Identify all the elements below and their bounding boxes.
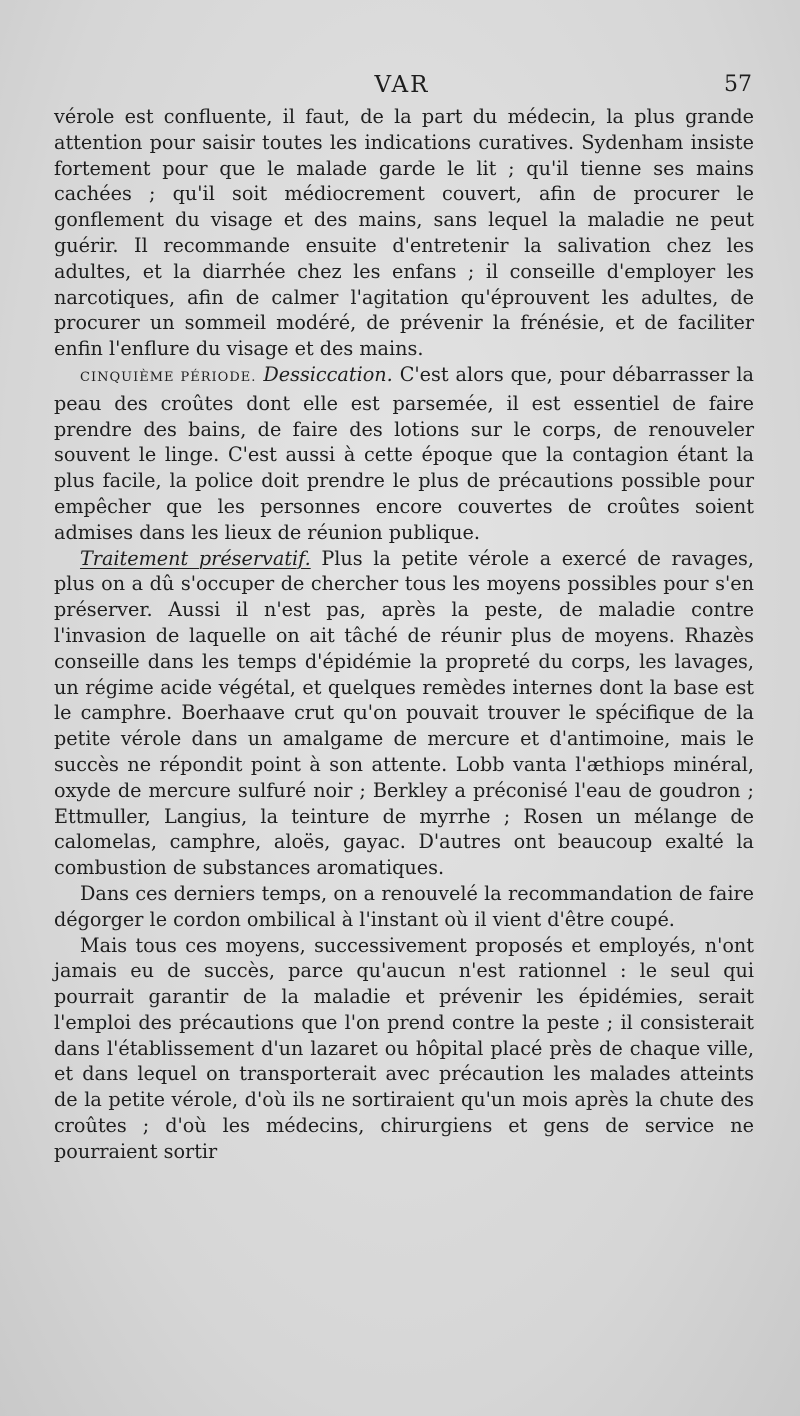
paragraph-text: vérole est confluente, il faut, de la part du médecin, la plus grande attention pour saisir toutes les indications curatives. Sydenham insiste fortement pour que le malade garde le lit ; qu'il tienne ses mains cachées ; qu'il soit médiocrement couvert, afin de procurer le gonflement du visage et des mains, sans lequel la maladie ne peut guérir. Il recommande ensuite d'entretenir la salivation chez les adultes, et la diarrhée chez les enfans ; il conseille d'employer les narcotiques, afin de calmer l'agitation qu'éprouvent les adultes, de procurer un sommeil modéré, de prévenir la frénésie, et de faciliter enfin l'enflure du visage et des mains.	[54, 105, 754, 361]
paragraph-text: Dans ces derniers temps, on a renouvelé la recommandation de faire dégorger le cordon ombilical à l'instant où il vient d'être coupé.	[54, 881, 754, 931]
paragraph-text: Plus la petite vérole a exercé de ravages, plus on a dû s'occuper de chercher tous les moyens possibles pour s'en préserver. Aussi il n'est pas, après la peste, de maladie contre l'invasion de laquelle on ait tâché de réunir plus de moyens. Rhazès conseille dans les temps d'épidémie la propreté du corps, les lavages, un régime acide végétal, et quelques remèdes internes dont la base est le camphre. Boerhaave crut qu'on pouvait trouver le spécifique de la petite vérole dans un amalgame de mercure et d'antimoine, mais le succès ne répondit point à son attente. Lobb vanta l'æthiops minéral, oxyde de mercure sulfuré noir ; Berkley a préconisé l'eau de goudron ; Ettmuller, Langius, la teinture de myrrhe ; Rosen un mélange de calomelas, camphre, aloës, gayac. D'autres ont beaucoup exalté la combustion de substances aromatiques.	[54, 546, 755, 880]
paragraph-preservative-treatment	[54, 546, 754, 881]
section-term: Dessiccation.	[263, 362, 393, 386]
paragraph-text: Mais tous ces moyens, successivement proposés et employés, n'ont jamais eu de succès, parce qu'aucun n'est rationnel : le seul qui pourrait garantir de la maladie et prévenir les épidémies, serait l'emploi des précautions que l'on prend contre la peste ; il consisterait dans l'établissement d'un lazaret ou hôpital placé près de chaque ville, et dans lequel on transporterait avec précaution les malades atteints de la petite vérole, d'où ils ne sortiraient qu'un mois après la chute des croûtes ; d'où les médecins, chirurgiens et gens de service ne pourraient sortir	[54, 933, 754, 1163]
running-title: VAR	[374, 72, 430, 98]
paragraph-lazaret	[54, 933, 754, 1165]
page-number: 57	[724, 72, 752, 97]
paragraph-fifth-period	[54, 362, 754, 546]
page-header	[52, 70, 752, 104]
paragraph-umbilical-cord	[54, 881, 754, 933]
paragraph-smallpox-treatment	[54, 104, 754, 362]
paragraph-text: C'est alors que, pour débarrasser la peau des croûtes dont elle est parsemée, il est essentiel de faire prendre des bains, de faire des lotions sur le corps, de renouveler souvent le linge. C'est aussi à cette époque que la contagion étant la plus facile, la police doit prendre le plus de précautions possible pour empêcher que les personnes encore couvertes de croûtes soient admises dans les lieux de réunion publique.	[54, 362, 754, 544]
section-term: Traitement préservatif.	[80, 546, 311, 570]
section-heading: CINQUIÈME PÉRIODE.	[80, 369, 257, 385]
body-text	[54, 104, 754, 1165]
